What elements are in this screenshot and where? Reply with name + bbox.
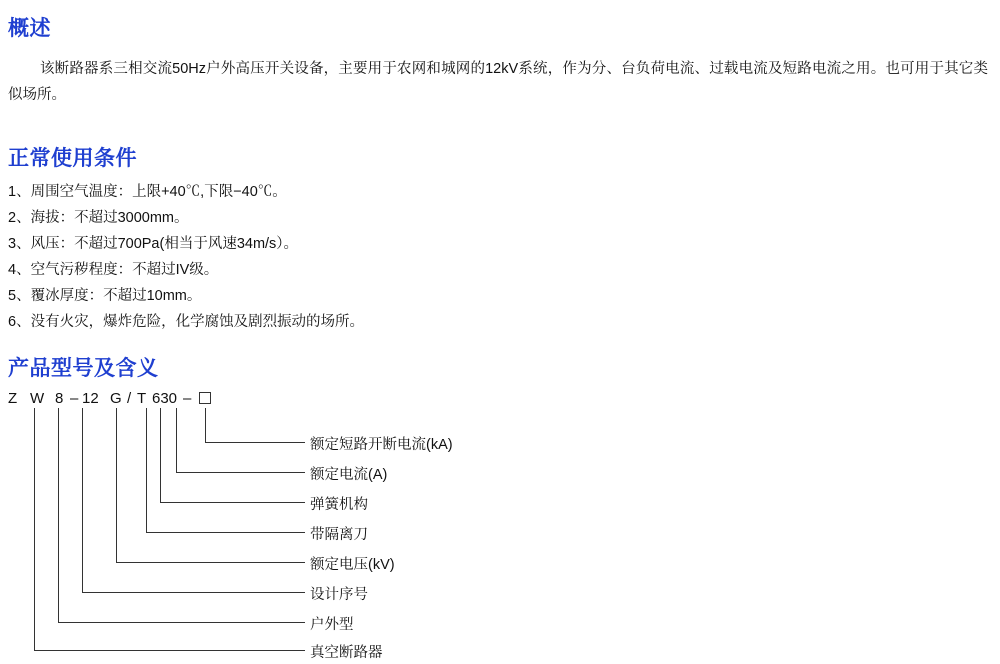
code-char-12: 12 <box>82 390 99 407</box>
overview-paragraph: 该断路器系三相交流50Hz户外高压开关设备，主要用于农网和城网的12kV系统，作为分、台负荷电流、过载电流及短路电流之用。也可用于其它类似场所。 <box>8 61 988 103</box>
leader-line-vertical-3 <box>160 408 161 502</box>
callout-label-5: 额定电压(kV) <box>310 557 395 573</box>
leader-line-horizontal-8 <box>34 650 305 651</box>
leader-line-vertical-5 <box>116 408 117 562</box>
leader-line-horizontal-5 <box>116 562 305 563</box>
condition-item-2: 2、海拔：不超过3000mm。 <box>8 210 189 226</box>
leader-line-vertical-6 <box>82 408 83 592</box>
condition-item-3: 3、风压：不超过700Pa(相当于风速34m/s）。 <box>8 236 299 252</box>
leader-line-horizontal-4 <box>146 532 305 533</box>
heading-product-model: 产品型号及含义 <box>8 357 159 380</box>
code-char-8: 8 <box>55 390 64 407</box>
code-char-w: W <box>30 390 45 407</box>
condition-item-6: 6、没有火灾，爆炸危险，化学腐蚀及剧烈振动的场所。 <box>8 314 365 330</box>
condition-item-1: 1、周围空气温度：上限+40℃,下限−40℃。 <box>8 184 287 200</box>
leader-line-horizontal-2 <box>176 472 305 473</box>
code-char-z: Z <box>8 390 18 407</box>
leader-line-vertical-4 <box>146 408 147 532</box>
code-char-g: G <box>110 390 122 407</box>
callout-label-8: 真空断路器 <box>310 645 383 661</box>
callout-label-7: 户外型 <box>310 617 354 633</box>
code-char-dash-2: – <box>183 390 192 407</box>
model-code-diagram <box>0 390 1000 664</box>
callout-label-3: 弹簧机构 <box>310 497 368 513</box>
leader-line-horizontal-3 <box>160 502 305 503</box>
code-char-slash: / <box>127 390 132 407</box>
leader-line-vertical-8 <box>34 408 35 650</box>
leader-line-vertical-7 <box>58 408 59 622</box>
leader-line-horizontal-6 <box>82 592 305 593</box>
leader-line-vertical-2 <box>176 408 177 472</box>
callout-label-2: 额定电流(A) <box>310 467 388 483</box>
leader-line-horizontal-7 <box>58 622 305 623</box>
code-char-630: 630 <box>152 390 178 407</box>
code-char-t: T <box>137 390 147 407</box>
leader-line-vertical-1 <box>205 408 206 442</box>
callout-label-6: 设计序号 <box>310 587 368 603</box>
condition-item-4: 4、空气污秽程度：不超过IV级。 <box>8 262 219 278</box>
callout-label-4: 带隔离刀 <box>310 527 368 543</box>
heading-overview: 概述 <box>8 17 51 40</box>
code-char-dash-1: – <box>70 390 79 407</box>
code-char-placeholder-box <box>199 392 211 404</box>
heading-normal-conditions: 正常使用条件 <box>8 147 137 170</box>
callout-label-1: 额定短路开断电流(kA) <box>310 437 453 453</box>
leader-line-horizontal-1 <box>205 442 305 443</box>
condition-item-5: 5、覆冰厚度：不超过10mm。 <box>8 288 202 304</box>
